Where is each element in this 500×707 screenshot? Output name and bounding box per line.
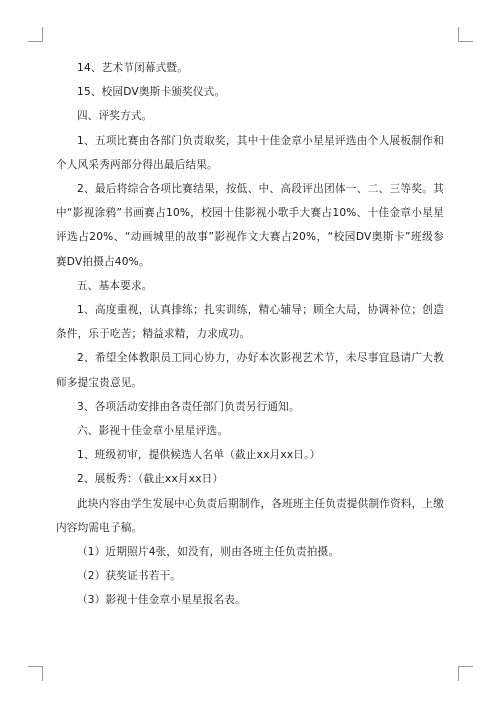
list-item: （2）获奖证书若干。 (77, 570, 182, 583)
section-heading: 六、影视十佳金章小星星评选。 (77, 425, 229, 438)
crop-mark-top-left (28, 27, 43, 42)
crop-mark-top-right (458, 27, 473, 42)
paragraph: 2、最后将综合各项比赛结果，按低、中、高段评出团体一、二、三等奖。其中“影视涂鸦”书画赛占10%，校园十佳影视小歌手大赛占10%、十佳金章小星星评选占20%、“动画城里的故事”影视作文大赛占20%，“校园DV奥斯卡”班级参赛DV拍摄占40%。 (56, 183, 444, 268)
paragraph: 1、班级初审，提供候选人名单（截止xx月xx日。） (77, 449, 321, 462)
paragraph: 2、希望全体教职员工同心协力，办好本次影视艺术节，未尽事宜恳请广大教师多提宝贵意见。 (56, 352, 444, 389)
paragraph: 3、各项活动安排由各责任部门负责另行通知。 (77, 400, 300, 413)
paragraph: 1、五项比赛由各部门负责取奖，其中十佳金章小星星评选由个人展板制作和个人风采秀两部分得出最后结果。 (56, 134, 444, 171)
section-heading: 五、基本要求。 (77, 279, 153, 292)
crop-mark-bottom-right (458, 666, 473, 681)
paragraph: 此块内容由学生发展中心负责后期制作，各班班主任负责提供制作资料，上缴内容均需电子稿。 (56, 497, 444, 534)
paragraph: 2、展板秀：（截止xx月xx日） (77, 473, 224, 486)
paragraph: 1、高度重视，认真排练；扎实训练，精心辅导；顾全大局，协调补位；创造条件，乐于吃苦；精益求精，力求成功。 (56, 304, 444, 341)
section-heading: 四、评奖方式。 (77, 110, 153, 123)
document-body (56, 56, 444, 613)
list-item: （1）近期照片4张，如没有，则由各班主任负责拍摄。 (77, 546, 340, 559)
paragraph: 15、校园DV奥斯卡颁奖仪式。 (77, 86, 226, 99)
paragraph: 14、艺术节闭幕式暨。 (77, 62, 189, 74)
list-item: （3）影视十佳金章小星星报名表。 (77, 594, 246, 607)
crop-mark-bottom-left (28, 666, 43, 681)
